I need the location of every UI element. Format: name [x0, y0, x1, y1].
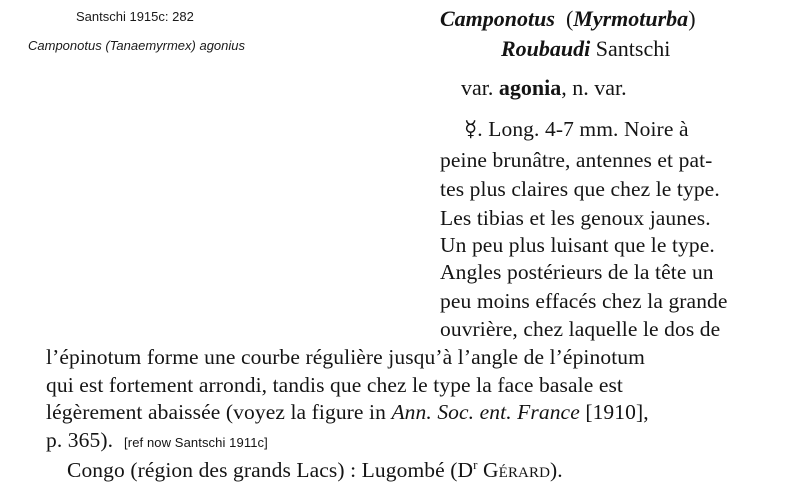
- genus-name: Camponotus: [440, 6, 555, 31]
- editor-note: [ref now Santschi 1911c]: [124, 435, 268, 450]
- subgenus-open: (: [565, 6, 574, 31]
- body-line-10: qui est fortement arrondi, tandis que chez le type la face basale est: [46, 373, 624, 397]
- reference-citation: Santschi 1915c: 282: [76, 9, 194, 24]
- line11-text: légèrement abaissée (voyez la figure in: [46, 400, 392, 424]
- body-line-11: [46, 400, 649, 425]
- title-superscript: r: [473, 457, 478, 472]
- reference-taxon: Camponotus (Tanaemyrmex) agonius: [28, 38, 246, 53]
- collector-name: Gérard: [477, 458, 551, 483]
- body-line-4: Les tibias et les genoux jaunes.: [440, 206, 711, 230]
- locality-text: Congo (région des grands Lacs) : Lugombé (D: [67, 458, 474, 483]
- subgenus-close: ): [688, 6, 696, 31]
- body-line-12: [46, 428, 268, 453]
- species-name: Roubaudi: [501, 36, 591, 61]
- locality-end: ).: [550, 458, 563, 483]
- page-reference: p. 365).: [46, 428, 114, 452]
- heading-species-line: [501, 36, 670, 62]
- body-line-6: Angles postérieurs de la tête un: [440, 260, 714, 284]
- variety-suffix: , n. var.: [561, 75, 627, 100]
- species-author: Santschi: [595, 36, 671, 61]
- variety-name: agonia: [498, 75, 562, 100]
- body-line-5: Un peu plus luisant que le type.: [440, 233, 715, 257]
- subgenus-name: Myrmoturba: [573, 6, 689, 31]
- body-line-9: l’épinotum forme une courbe régulière jusqu’à l’angle de l’épinotum: [46, 345, 645, 369]
- body-line-3: tes plus claires que chez le type.: [440, 177, 720, 201]
- body-line-8: ouvrière, chez laquelle le dos de: [440, 317, 721, 341]
- body-line-1: ☿. Long. 4-7 mm. Noire à: [464, 117, 689, 141]
- body-line-2: peine brunâtre, antennes et pat-: [440, 148, 713, 172]
- heading-variety-line: [461, 75, 627, 101]
- line11-year: [1910],: [579, 400, 649, 424]
- journal-title: Ann. Soc. ent. France: [391, 400, 580, 424]
- body-line-7: peu moins effacés chez la grande: [440, 289, 728, 313]
- heading-genus-line: [440, 6, 696, 32]
- variety-prefix: var.: [461, 75, 494, 100]
- locality-line: [67, 457, 563, 483]
